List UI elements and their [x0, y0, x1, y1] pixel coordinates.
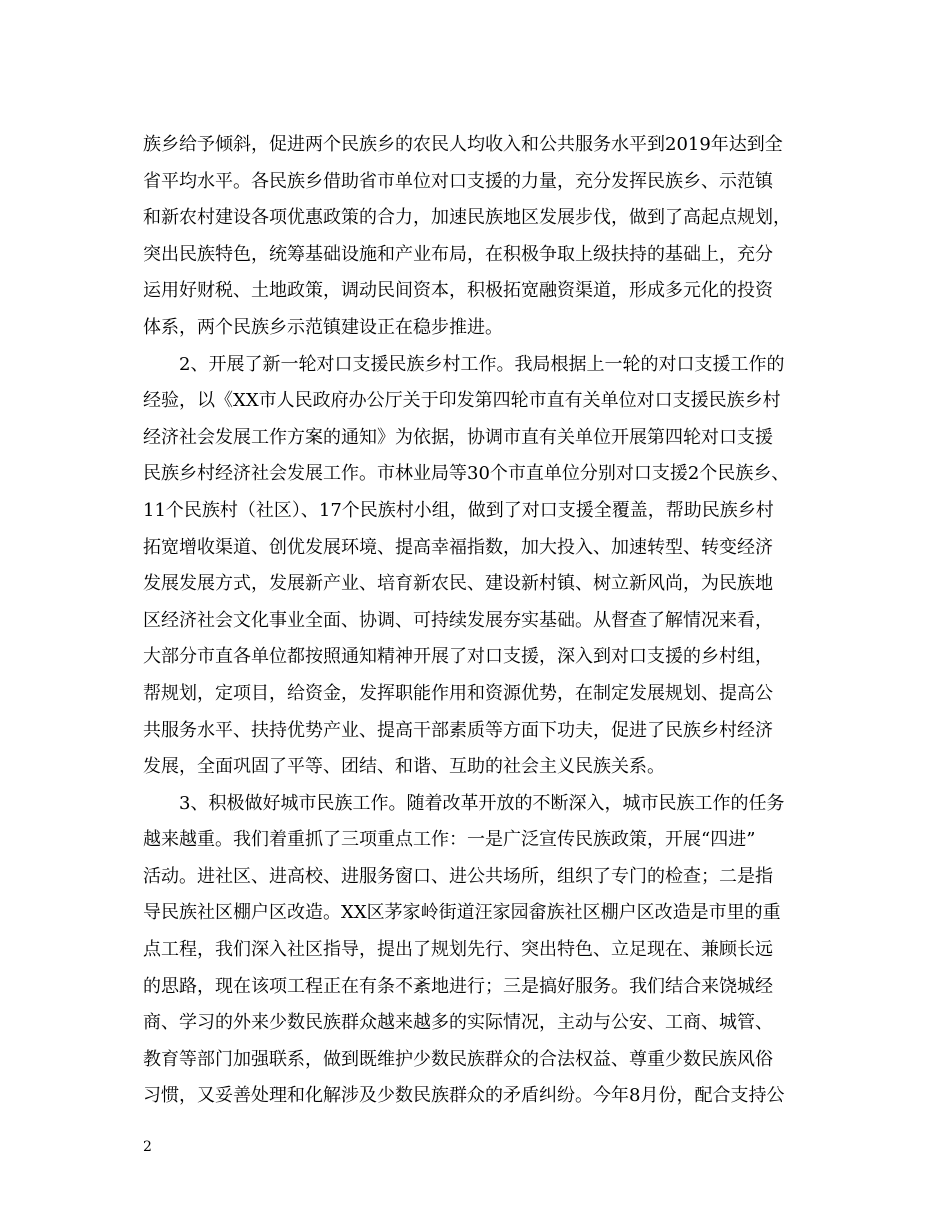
text-line: 点工程，我们深入社区指导，提出了规划先行、突出特色、立足现在、兼顾长远 [143, 939, 773, 961]
text-line: 省平均水平。各民族乡借助省市单位对口支援的力量，充分发挥民族乡、示范镇 [143, 170, 773, 192]
document-body [143, 127, 815, 1115]
text-line: 商、学习的外来少数民族群众越来越多的实际情况，主动与公安、工商、城管、 [143, 1012, 773, 1034]
text-line: 民族乡村经济社会发展工作。市林业局等30个市直单位分别对口支援2个民族乡、 [143, 463, 790, 485]
text-line: 突出民族特色，统筹基础设施和产业布局，在积极争取上级扶持的基础上，充分 [143, 243, 773, 265]
text-line: 运用好财税、土地政策，调动民间资本，积极拓宽融资渠道，形成多元化的投资 [143, 280, 773, 302]
text-line: 共服务水平、扶持优势产业、提高干部素质等方面下功夫，促进了民族乡村经济 [143, 719, 773, 741]
text-line: 习惯，又妥善处理和化解涉及少数民族群众的矛盾纠纷。今年8月份，配合支持公 [143, 1085, 785, 1107]
text-line: 拓宽增收渠道、创优发展环境、提高幸福指数，加大投入、加速转型、转变经济 [143, 536, 773, 558]
text-line: 经济社会发展工作方案的通知》为依据，协调市直有关单位开展第四轮对口支援 [143, 426, 773, 448]
text-line: 2、开展了新一轮对口支援民族乡村工作。我局根据上一轮的对口支援工作的 [143, 353, 785, 375]
text-line: 教育等部门加强联系，做到既维护少数民族群众的合法权益、尊重少数民族风俗 [143, 1048, 773, 1070]
text-line: 活动。进社区、进高校、进服务窗口、进公共场所，组织了专门的检查；二是指 [143, 865, 773, 887]
text-line: 和新农村建设各项优惠政策的合力，加速民族地区发展步伐，做到了高起点规划， [143, 207, 791, 229]
text-line: 导民族社区棚户区改造。XX区茅家岭街道汪家园畲族社区棚户区改造是市里的重 [143, 902, 781, 924]
text-line: 大部分市直各单位都按照通知精神开展了对口支援，深入到对口支援的乡村组， [143, 646, 773, 668]
text-line: 发展发展方式，发展新产业、培育新农民、建设新村镇、树立新风尚，为民族地 [143, 573, 773, 595]
page-number: 2 [143, 1139, 152, 1155]
text-line: 体系，两个民族乡示范镇建设正在稳步推进。 [143, 316, 503, 338]
text-line: 经验，以《XX市人民政府办公厅关于印发第四轮市直有关单位对口支援民族乡村 [143, 390, 781, 412]
text-line: 发展，全面巩固了平等、团结、和谐、互助的社会主义民族关系。 [143, 756, 665, 778]
text-line: 3、积极做好城市民族工作。随着改革开放的不断深入，城市民族工作的任务 [143, 792, 785, 814]
text-line: 越来越重。我们着重抓了三项重点工作：一是广泛宣传民族政策，开展“四进” [143, 829, 756, 851]
text-line: 11个民族村（社区）、17个民族村小组，做到了对口支援全覆盖，帮助民族乡村 [143, 499, 774, 521]
text-line: 区经济社会文化事业全面、协调、可持续发展夯实基础。从督查了解情况来看， [143, 609, 773, 631]
text-line: 的思路，现在该项工程正在有条不紊地进行；三是搞好服务。我们结合来饶城经 [143, 975, 773, 997]
text-line: 族乡给予倾斜，促进两个民族乡的农民人均收入和公共服务水平到2019年达到全 [143, 134, 783, 155]
text-line: 帮规划，定项目，给资金，发挥职能作用和资源优势，在制定发展规划、提高公 [143, 682, 773, 704]
